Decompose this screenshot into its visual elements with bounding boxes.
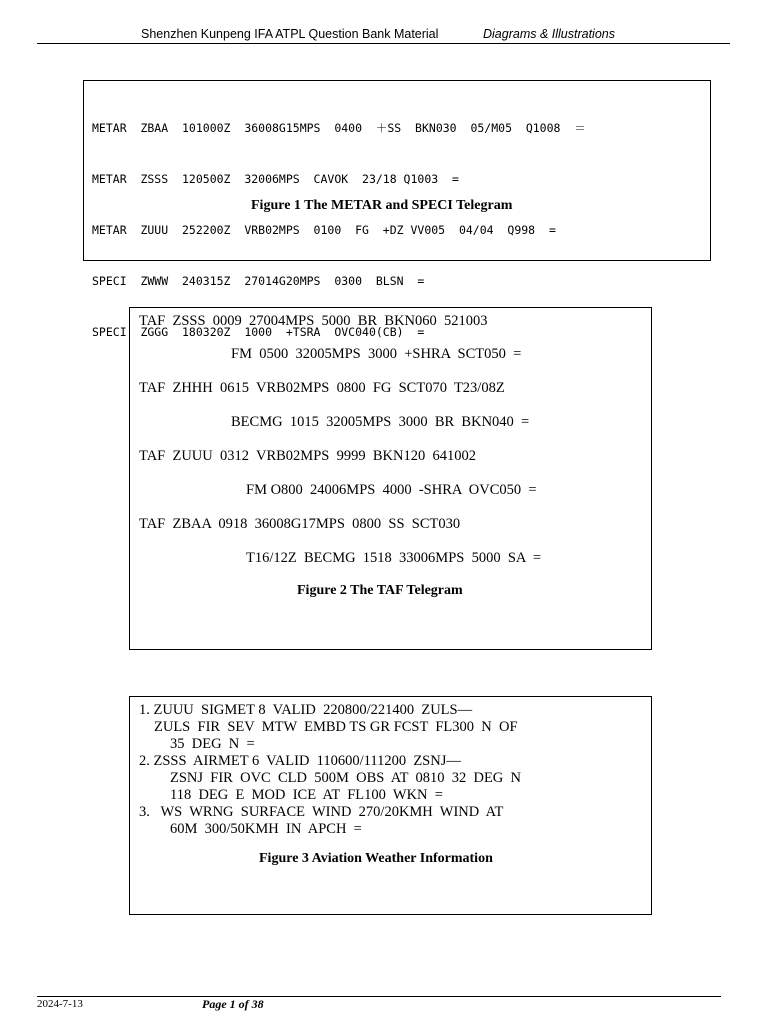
page-header [37, 24, 730, 44]
figure-2-box [129, 307, 652, 650]
footer-date: 2024-7-13 [37, 998, 83, 1010]
metar-line: METAR ZUUU 252200Z VRB02MPS 0100 FG +DZ VV005 04/04 Q998 = [92, 223, 556, 237]
taf-line: BECMG 1015 32005MPS 3000 BR BKN040 = [231, 414, 530, 430]
taf-line: TAF ZHHH 0615 VRB02MPS 0800 FG SCT070 T23/08Z [139, 380, 505, 396]
taf-line: TAF ZBAA 0918 36008G17MPS 0800 SS SCT030 [139, 516, 461, 532]
ws-warning-line: 3. WS WRNG SURFACE WIND 270/20KMH WIND AT [139, 804, 504, 820]
ws-warning-line: 60M 300/50KMH IN APCH = [170, 821, 362, 837]
taf-line: FM 0500 32005MPS 3000 +SHRA SCT050 = [231, 346, 522, 362]
airmet-line: 2. ZSSS AIRMET 6 VALID 110600/111200 ZSNJ— [139, 753, 461, 769]
speci-line: SPECI ZGGG 180320Z 1000 +TSRA OVC040(CB) = [92, 325, 425, 339]
taf-line: FM O800 24006MPS 4000 -SHRA OVC050 = [246, 482, 537, 498]
footer-divider [37, 996, 721, 997]
header-title: Shenzhen Kunpeng IFA ATPL Question Bank Material [141, 27, 439, 41]
taf-line: T16/12Z BECMG 1518 33006MPS 5000 SA = [246, 550, 541, 566]
page-number: Page 1 of 38 [202, 997, 264, 1011]
figure-3-caption: Figure 3 Aviation Weather Information [259, 851, 493, 866]
header-section: Diagrams & Illustrations [483, 27, 615, 41]
metar-line: METAR ZBAA 101000Z 36008G15MPS 0400 ＋SS BKN030 05/M05 Q1008 ＝ [92, 121, 586, 135]
sigmet-line: 35 DEG N = [170, 736, 255, 752]
speci-line: SPECI ZWWW 240315Z 27014G20MPS 0300 BLSN = [92, 274, 425, 288]
airmet-line: 118 DEG E MOD ICE AT FL100 WKN = [170, 787, 443, 803]
taf-line: TAF ZSSS 0009 27004MPS 5000 BR BKN060 521003 [139, 313, 488, 329]
figure-1-caption: Figure 1 The METAR and SPECI Telegram [251, 198, 513, 213]
figure-2-caption: Figure 2 The TAF Telegram [297, 583, 463, 598]
sigmet-line: 1. ZUUU SIGMET 8 VALID 220800/221400 ZULS— [139, 702, 473, 718]
metar-line: METAR ZSSS 120500Z 32006MPS CAVOK 23/18 Q1003 = [92, 172, 459, 186]
figure-3-box [129, 696, 652, 915]
taf-line: TAF ZUUU 0312 VRB02MPS 9999 BKN120 641002 [139, 448, 476, 464]
airmet-line: ZSNJ FIR OVC CLD 500M OBS AT 0810 32 DEG N [170, 770, 521, 786]
sigmet-line: ZULS FIR SEV MTW EMBD TS GR FCST FL300 N OF [154, 719, 518, 735]
